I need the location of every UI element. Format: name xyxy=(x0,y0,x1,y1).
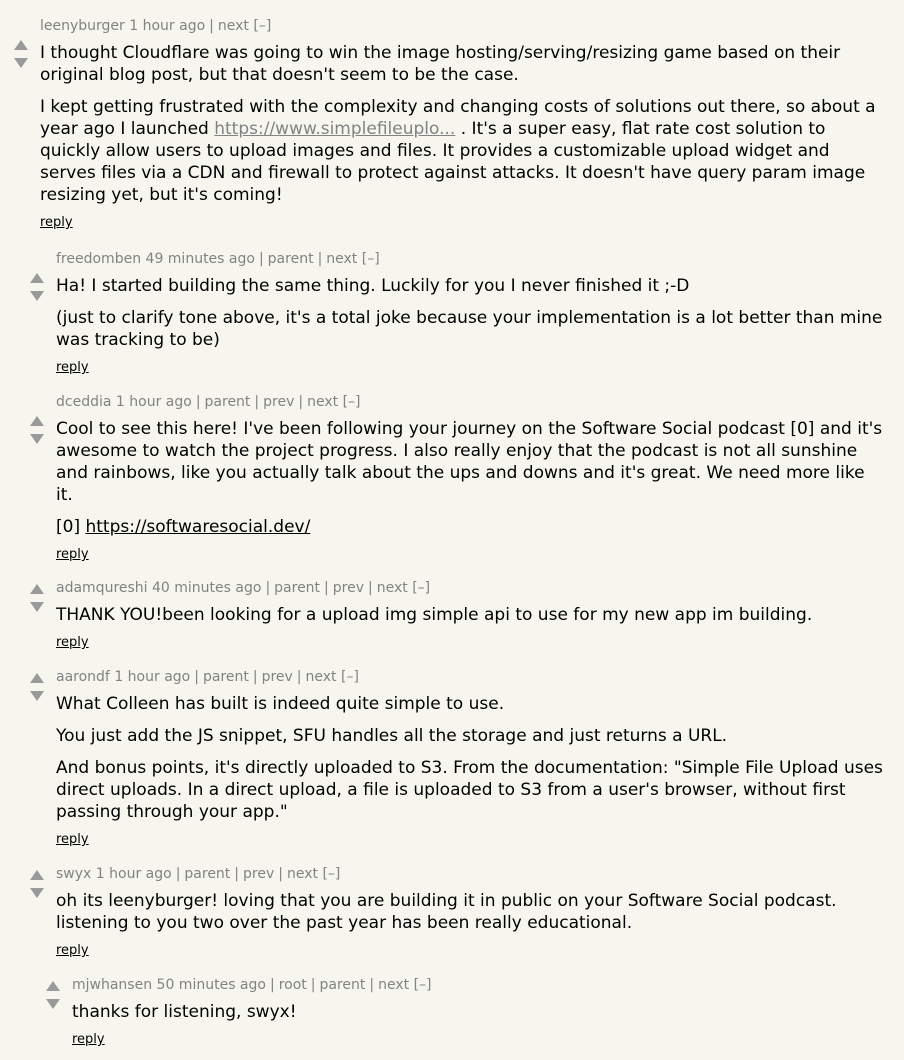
comment-age[interactable]: 1 hour ago xyxy=(95,866,172,882)
collapse-toggle[interactable]: [–] xyxy=(253,18,272,34)
downvote-arrow-icon[interactable] xyxy=(30,602,44,612)
comment-meta xyxy=(72,975,884,995)
reply-link[interactable]: reply xyxy=(56,943,89,958)
comment-text xyxy=(56,890,884,934)
reply-link[interactable]: reply xyxy=(72,1032,105,1047)
separator: | xyxy=(324,580,329,596)
softwaresocial-link[interactable]: https://softwaresocial.dev/ xyxy=(85,517,311,537)
separator: | xyxy=(368,580,373,596)
simplefileupload-link[interactable]: https://www.simplefileuplo... xyxy=(214,119,456,139)
separator: | xyxy=(175,866,181,882)
collapse-toggle[interactable]: [–] xyxy=(413,977,432,993)
comment-age[interactable]: 50 minutes ago xyxy=(156,977,266,993)
vote-arrows xyxy=(46,981,60,1017)
comment-meta xyxy=(56,667,884,687)
parent-link[interactable]: parent xyxy=(202,669,249,685)
upvote-arrow-icon[interactable] xyxy=(14,40,28,50)
comment-user-link[interactable]: swyx xyxy=(56,866,92,882)
downvote-arrow-icon[interactable] xyxy=(30,434,44,444)
comment-text-span: I kept getting frustrated with the complexity and changing costs of solutions out there, so about a year ago I launched xyxy=(40,97,876,139)
comment-body xyxy=(56,667,884,849)
separator: | xyxy=(369,977,375,993)
comment-body xyxy=(56,864,884,960)
comment-user-link[interactable]: aarondf xyxy=(56,669,110,685)
reply-link[interactable]: reply xyxy=(56,547,89,562)
comment-text-span: . It's a super easy, flat rate cost solution to quickly allow users to upload images and files. It provides a customizable upload widget and serves files via a CDN and firewall to protect against attacks. It doesn't have query param image resizing yet, but it's coming! xyxy=(40,119,866,205)
next-link[interactable]: next xyxy=(326,251,358,267)
collapse-toggle[interactable]: [–] xyxy=(342,394,361,410)
comment-age[interactable]: 1 hour ago xyxy=(114,669,191,685)
collapse-toggle[interactable]: [–] xyxy=(412,580,431,596)
parent-link[interactable]: parent xyxy=(184,866,231,882)
separator: | xyxy=(298,394,304,410)
upvote-arrow-icon[interactable] xyxy=(30,673,44,683)
comment-paragraph: (just to clarify tone above, it's a total joke because your implementation is a lot better than mine was tracking to be) xyxy=(56,308,883,350)
downvote-arrow-icon[interactable] xyxy=(30,691,44,701)
comment-text xyxy=(56,275,884,351)
vote-arrows xyxy=(30,584,44,620)
comment-user-link[interactable]: leenyburger xyxy=(40,18,125,34)
parent-link[interactable]: parent xyxy=(274,580,321,596)
comment-user-link[interactable]: dceddia xyxy=(56,394,112,410)
collapse-toggle[interactable]: [–] xyxy=(340,669,359,685)
root-link[interactable]: root xyxy=(278,977,307,993)
upvote-arrow-icon[interactable] xyxy=(30,273,44,283)
comment-paragraph: Cool to see this here! I've been following your journey on the Software Social podcast [0] and it's awesome to watch the project progress. I also really enjoy that the podcast is not all sunshine and rainbows, like you actually talk about the ups and downs and it's great. We need more like it. xyxy=(56,419,883,505)
comment-paragraph: And bonus points, it's directly uploaded to S3. From the documentation: "Simple File Upload uses direct uploads. In a direct upload, a file is uploaded to S3 from a user's browser, without first passing through your app." xyxy=(56,758,883,822)
parent-link[interactable]: parent xyxy=(204,394,251,410)
prev-link[interactable]: prev xyxy=(243,866,275,882)
reply-link[interactable]: reply xyxy=(56,832,89,847)
separator: | xyxy=(296,669,302,685)
prev-link[interactable]: prev xyxy=(263,394,295,410)
comment-paragraph: Ha! I started building the same thing. Luckily for you I never finished it ;-D xyxy=(56,276,690,296)
next-link[interactable]: next xyxy=(307,394,339,410)
comment-user-link[interactable]: mjwhansen xyxy=(72,977,153,993)
comment-age[interactable]: 40 minutes ago xyxy=(152,580,262,596)
upvote-arrow-icon[interactable] xyxy=(30,584,44,594)
next-link[interactable]: next xyxy=(305,669,337,685)
next-link[interactable]: next xyxy=(378,977,410,993)
parent-link[interactable]: parent xyxy=(267,251,314,267)
downvote-arrow-icon[interactable] xyxy=(30,888,44,898)
separator: | xyxy=(195,394,201,410)
comment-age[interactable]: 1 hour ago xyxy=(129,18,206,34)
separator: | xyxy=(254,394,260,410)
separator: | xyxy=(278,866,283,882)
vote-arrows xyxy=(30,416,44,452)
comment-text xyxy=(56,604,884,626)
downvote-arrow-icon[interactable] xyxy=(46,999,60,1009)
comment-age[interactable]: 49 minutes ago xyxy=(145,251,255,267)
prev-link[interactable]: prev xyxy=(261,669,293,685)
reply-link[interactable]: reply xyxy=(40,215,73,230)
comment-meta xyxy=(56,578,884,598)
reply-link[interactable]: reply xyxy=(56,635,89,650)
separator: | xyxy=(258,251,264,267)
vote-arrows xyxy=(30,273,44,309)
next-link[interactable]: next xyxy=(286,866,318,882)
comment-body xyxy=(40,16,884,232)
collapse-toggle[interactable]: [–] xyxy=(361,251,380,267)
comment-paragraph xyxy=(56,516,884,538)
comment-text xyxy=(40,42,884,206)
collapse-toggle[interactable]: [–] xyxy=(322,866,341,882)
next-link[interactable]: next xyxy=(376,580,408,596)
separator: | xyxy=(194,669,199,685)
comment-body xyxy=(56,392,884,564)
next-link[interactable]: next xyxy=(217,18,249,34)
comment-text xyxy=(72,1001,884,1023)
upvote-arrow-icon[interactable] xyxy=(30,870,44,880)
upvote-arrow-icon[interactable] xyxy=(46,981,60,991)
comment-user-link[interactable]: adamqureshi xyxy=(56,580,148,596)
prev-link[interactable]: prev xyxy=(332,580,364,596)
vote-arrows xyxy=(30,673,44,709)
comment-paragraph: thanks for listening, swyx! xyxy=(72,1002,297,1022)
separator: | xyxy=(234,866,240,882)
vote-arrows xyxy=(14,40,28,76)
separator: | xyxy=(265,580,271,596)
comment-meta xyxy=(56,392,884,412)
comment-body xyxy=(56,249,884,377)
downvote-arrow-icon[interactable] xyxy=(14,58,28,68)
comment-meta xyxy=(56,249,884,269)
comment-paragraph: You just add the JS snippet, SFU handles all the storage and just returns a URL. xyxy=(56,726,728,746)
comment-paragraph xyxy=(40,96,884,206)
comment-body xyxy=(72,975,884,1049)
comment-age[interactable]: 1 hour ago xyxy=(115,394,192,410)
separator: | xyxy=(209,18,214,34)
reply-link[interactable]: reply xyxy=(56,360,89,375)
comment-text xyxy=(56,418,884,538)
comment-meta xyxy=(40,16,884,36)
separator: | xyxy=(310,977,316,993)
comment-paragraph: THANK YOU!been looking for a upload img simple api to use for my new app im building. xyxy=(56,605,813,625)
vote-arrows xyxy=(30,870,44,906)
comment-paragraph: oh its leenyburger! loving that you are building it in public on your Software Social podcast. listening to you two over the past year has been really educational. xyxy=(56,891,837,933)
comment-text-span: [0] xyxy=(56,517,86,537)
separator: | xyxy=(269,977,275,993)
separator: | xyxy=(317,251,323,267)
comment-meta xyxy=(56,864,884,884)
comment-body xyxy=(56,578,884,652)
parent-link[interactable]: parent xyxy=(319,977,366,993)
comment-paragraph: I thought Cloudflare was going to win the image hosting/serving/resizing game based on their original blog post, but that doesn't seem to be the case. xyxy=(40,43,841,85)
separator: | xyxy=(252,669,258,685)
comment-text xyxy=(56,693,884,823)
comment-user-link[interactable]: freedomben xyxy=(56,251,142,267)
downvote-arrow-icon[interactable] xyxy=(30,291,44,301)
comment-paragraph: What Colleen has built is indeed quite simple to use. xyxy=(56,694,505,714)
upvote-arrow-icon[interactable] xyxy=(30,416,44,426)
